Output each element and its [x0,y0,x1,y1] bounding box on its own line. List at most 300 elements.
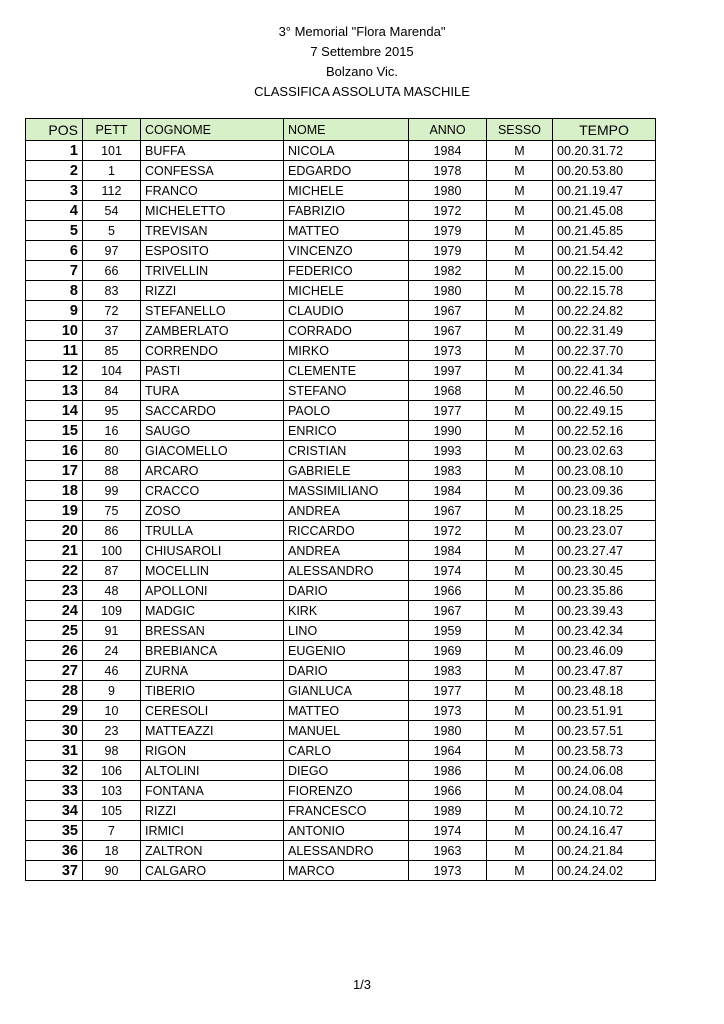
cell-pos: 1 [26,141,83,161]
cell-pett: 24 [83,641,141,661]
cell-nome: CARLO [284,741,409,761]
table-row [26,241,656,261]
cell-pett: 46 [83,661,141,681]
cell-pos: 11 [26,341,83,361]
column-header-anno: ANNO [409,119,487,141]
column-header-sesso: SESSO [487,119,553,141]
ranking-title: CLASSIFICA ASSOLUTA MASCHILE [254,84,470,99]
cell-tempo: 00.21.54.42 [553,241,656,261]
cell-cognome: TREVISAN [141,221,284,241]
cell-nome: DARIO [284,581,409,601]
cell-pett: 16 [83,421,141,441]
table-row [26,601,656,621]
cell-pett: 85 [83,341,141,361]
cell-tempo: 00.24.21.84 [553,841,656,861]
cell-tempo: 00.22.49.15 [553,401,656,421]
cell-tempo: 00.23.02.63 [553,441,656,461]
cell-pos: 33 [26,781,83,801]
cell-anno: 1990 [409,421,487,441]
cell-anno: 1972 [409,521,487,541]
cell-pett: 91 [83,621,141,641]
table-row [26,821,656,841]
cell-pos: 14 [26,401,83,421]
cell-tempo: 00.23.57.51 [553,721,656,741]
cell-tempo: 00.24.10.72 [553,801,656,821]
cell-nome: ANTONIO [284,821,409,841]
cell-sesso: M [487,521,553,541]
cell-pos: 34 [26,801,83,821]
cell-nome: PAOLO [284,401,409,421]
cell-pett: 104 [83,361,141,381]
cell-anno: 1966 [409,781,487,801]
cell-tempo: 00.22.37.70 [553,341,656,361]
cell-pett: 83 [83,281,141,301]
table-row [26,461,656,481]
cell-anno: 1993 [409,441,487,461]
table-row [26,721,656,741]
page-number: 1/3 [352,977,372,992]
cell-cognome: CHIUSAROLI [141,541,284,561]
cell-pos: 29 [26,701,83,721]
cell-sesso: M [487,821,553,841]
cell-tempo: 00.24.16.47 [553,821,656,841]
cell-sesso: M [487,781,553,801]
cell-cognome: ARCARO [141,461,284,481]
cell-pett: 66 [83,261,141,281]
table-row [26,441,656,461]
cell-cognome: FONTANA [141,781,284,801]
cell-pos: 27 [26,661,83,681]
cell-anno: 1977 [409,401,487,421]
cell-cognome: SAUGO [141,421,284,441]
cell-anno: 1982 [409,261,487,281]
cell-cognome: MICHELETTO [141,201,284,221]
cell-nome: ANDREA [284,501,409,521]
cell-anno: 1979 [409,221,487,241]
cell-cognome: ZAMBERLATO [141,321,284,341]
cell-sesso: M [487,841,553,861]
cell-pett: 10 [83,701,141,721]
cell-pos: 21 [26,541,83,561]
cell-sesso: M [487,501,553,521]
cell-anno: 1977 [409,681,487,701]
cell-nome: FRANCESCO [284,801,409,821]
cell-pett: 18 [83,841,141,861]
cell-nome: STEFANO [284,381,409,401]
cell-cognome: MADGIC [141,601,284,621]
cell-cognome: GIACOMELLO [141,441,284,461]
cell-anno: 1969 [409,641,487,661]
cell-nome: MATTEO [284,221,409,241]
cell-pos: 25 [26,621,83,641]
cell-nome: MICHELE [284,281,409,301]
cell-pett: 54 [83,201,141,221]
cell-anno: 1967 [409,501,487,521]
cell-sesso: M [487,361,553,381]
cell-pett: 109 [83,601,141,621]
cell-anno: 1980 [409,721,487,741]
cell-pett: 95 [83,401,141,421]
cell-nome: MATTEO [284,701,409,721]
table-row [26,361,656,381]
cell-anno: 1972 [409,201,487,221]
cell-pett: 100 [83,541,141,561]
cell-nome: FABRIZIO [284,201,409,221]
cell-tempo: 00.24.06.08 [553,761,656,781]
cell-sesso: M [487,801,553,821]
table-row [26,321,656,341]
cell-sesso: M [487,681,553,701]
table-row [26,781,656,801]
cell-nome: ALESSANDRO [284,561,409,581]
table-row [26,761,656,781]
cell-cognome: CALGARO [141,861,284,881]
cell-pos: 37 [26,861,83,881]
cell-cognome: TRULLA [141,521,284,541]
cell-anno: 1983 [409,661,487,681]
column-header-tempo: TEMPO [553,119,656,141]
cell-sesso: M [487,221,553,241]
cell-pos: 23 [26,581,83,601]
cell-cognome: CORRENDO [141,341,284,361]
cell-cognome: MATTEAZZI [141,721,284,741]
cell-nome: CRISTIAN [284,441,409,461]
cell-tempo: 00.23.08.10 [553,461,656,481]
cell-sesso: M [487,481,553,501]
cell-cognome: BREBIANCA [141,641,284,661]
cell-pett: 48 [83,581,141,601]
cell-sesso: M [487,241,553,261]
cell-sesso: M [487,401,553,421]
cell-nome: ALESSANDRO [284,841,409,861]
cell-sesso: M [487,261,553,281]
table-row [26,861,656,881]
cell-nome: KIRK [284,601,409,621]
table-row [26,841,656,861]
table-row [26,521,656,541]
cell-cognome: FRANCO [141,181,284,201]
cell-cognome: TRIVELLIN [141,261,284,281]
cell-pos: 12 [26,361,83,381]
cell-sesso: M [487,141,553,161]
cell-tempo: 00.20.53.80 [553,161,656,181]
cell-nome: MARCO [284,861,409,881]
table-row [26,261,656,281]
table-row [26,561,656,581]
cell-tempo: 00.20.31.72 [553,141,656,161]
cell-tempo: 00.23.35.86 [553,581,656,601]
cell-anno: 1963 [409,841,487,861]
cell-cognome: SACCARDO [141,401,284,421]
cell-nome: MANUEL [284,721,409,741]
cell-tempo: 00.24.08.04 [553,781,656,801]
cell-nome: RICCARDO [284,521,409,541]
cell-anno: 1979 [409,241,487,261]
cell-cognome: RIZZI [141,801,284,821]
cell-anno: 1973 [409,341,487,361]
cell-pos: 18 [26,481,83,501]
table-row [26,741,656,761]
cell-anno: 1986 [409,761,487,781]
table-row [26,681,656,701]
table-row [26,221,656,241]
cell-anno: 1983 [409,461,487,481]
cell-pos: 35 [26,821,83,841]
cell-pett: 23 [83,721,141,741]
table-row [26,421,656,441]
cell-sesso: M [487,621,553,641]
table-row [26,341,656,361]
cell-anno: 1974 [409,561,487,581]
table-row [26,161,656,181]
cell-cognome: RIZZI [141,281,284,301]
cell-cognome: TIBERIO [141,681,284,701]
cell-pos: 19 [26,501,83,521]
cell-pos: 31 [26,741,83,761]
cell-tempo: 00.21.19.47 [553,181,656,201]
cell-tempo: 00.24.24.02 [553,861,656,881]
cell-anno: 1966 [409,581,487,601]
cell-pett: 9 [83,681,141,701]
cell-pos: 17 [26,461,83,481]
cell-nome: VINCENZO [284,241,409,261]
cell-tempo: 00.22.24.82 [553,301,656,321]
cell-tempo: 00.23.42.34 [553,621,656,641]
event-location: Bolzano Vic. [325,64,399,79]
table-row [26,661,656,681]
table-row [26,621,656,641]
cell-pett: 101 [83,141,141,161]
cell-nome: DARIO [284,661,409,681]
cell-pett: 99 [83,481,141,501]
cell-cognome: RIGON [141,741,284,761]
results-body [26,141,656,881]
cell-tempo: 00.22.41.34 [553,361,656,381]
cell-tempo: 00.21.45.08 [553,201,656,221]
cell-anno: 1967 [409,601,487,621]
cell-tempo: 00.22.15.00 [553,261,656,281]
cell-nome: GABRIELE [284,461,409,481]
cell-cognome: ZURNA [141,661,284,681]
cell-pos: 8 [26,281,83,301]
table-row [26,481,656,501]
cell-nome: ENRICO [284,421,409,441]
table-row [26,541,656,561]
cell-pett: 98 [83,741,141,761]
cell-nome: CLAUDIO [284,301,409,321]
cell-pett: 75 [83,501,141,521]
cell-cognome: CONFESSA [141,161,284,181]
cell-tempo: 00.23.47.87 [553,661,656,681]
cell-nome: NICOLA [284,141,409,161]
cell-pett: 72 [83,301,141,321]
cell-nome: DIEGO [284,761,409,781]
cell-pos: 6 [26,241,83,261]
cell-sesso: M [487,301,553,321]
cell-cognome: ALTOLINI [141,761,284,781]
cell-pos: 13 [26,381,83,401]
cell-pett: 97 [83,241,141,261]
cell-sesso: M [487,541,553,561]
cell-pos: 22 [26,561,83,581]
cell-sesso: M [487,441,553,461]
column-header-cognome: COGNOME [141,119,284,141]
cell-tempo: 00.23.18.25 [553,501,656,521]
column-header-pos: POS [26,119,83,141]
table-row [26,181,656,201]
cell-sesso: M [487,581,553,601]
cell-cognome: CERESOLI [141,701,284,721]
cell-sesso: M [487,201,553,221]
cell-cognome: ZOSO [141,501,284,521]
cell-sesso: M [487,661,553,681]
cell-anno: 1980 [409,181,487,201]
cell-sesso: M [487,761,553,781]
cell-pos: 7 [26,261,83,281]
cell-cognome: APOLLONI [141,581,284,601]
cell-sesso: M [487,341,553,361]
cell-sesso: M [487,741,553,761]
cell-cognome: CRACCO [141,481,284,501]
cell-nome: FIORENZO [284,781,409,801]
table-row [26,501,656,521]
cell-cognome: ZALTRON [141,841,284,861]
table-row [26,141,656,161]
cell-pett: 106 [83,761,141,781]
cell-tempo: 00.23.09.36 [553,481,656,501]
table-row [26,381,656,401]
cell-pos: 10 [26,321,83,341]
cell-anno: 1968 [409,381,487,401]
cell-tempo: 00.23.48.18 [553,681,656,701]
cell-tempo: 00.23.23.07 [553,521,656,541]
cell-anno: 1973 [409,861,487,881]
cell-nome: EDGARDO [284,161,409,181]
cell-anno: 1967 [409,301,487,321]
cell-pett: 103 [83,781,141,801]
document-header [0,22,724,102]
cell-anno: 1984 [409,541,487,561]
cell-tempo: 00.23.30.45 [553,561,656,581]
cell-sesso: M [487,701,553,721]
cell-cognome: STEFANELLO [141,301,284,321]
cell-sesso: M [487,281,553,301]
cell-sesso: M [487,641,553,661]
cell-anno: 1980 [409,281,487,301]
cell-sesso: M [487,161,553,181]
cell-anno: 1984 [409,481,487,501]
cell-pos: 32 [26,761,83,781]
cell-tempo: 00.22.15.78 [553,281,656,301]
cell-sesso: M [487,181,553,201]
cell-nome: LINO [284,621,409,641]
cell-nome: CLEMENTE [284,361,409,381]
table-row [26,701,656,721]
cell-anno: 1984 [409,141,487,161]
table-row [26,801,656,821]
cell-anno: 1967 [409,321,487,341]
cell-pos: 2 [26,161,83,181]
cell-cognome: PASTI [141,361,284,381]
cell-anno: 1973 [409,701,487,721]
cell-anno: 1989 [409,801,487,821]
cell-sesso: M [487,861,553,881]
cell-tempo: 00.23.58.73 [553,741,656,761]
cell-pos: 5 [26,221,83,241]
cell-tempo: 00.23.51.91 [553,701,656,721]
event-date: 7 Settembre 2015 [310,44,414,59]
cell-cognome: BRESSAN [141,621,284,641]
results-table [25,118,656,881]
cell-nome: GIANLUCA [284,681,409,701]
cell-cognome: TURA [141,381,284,401]
cell-cognome: IRMICI [141,821,284,841]
cell-nome: CORRADO [284,321,409,341]
cell-pos: 26 [26,641,83,661]
cell-anno: 1959 [409,621,487,641]
cell-tempo: 00.22.46.50 [553,381,656,401]
cell-pett: 87 [83,561,141,581]
cell-tempo: 00.23.27.47 [553,541,656,561]
cell-cognome: BUFFA [141,141,284,161]
cell-tempo: 00.22.31.49 [553,321,656,341]
cell-tempo: 00.23.39.43 [553,601,656,621]
cell-pos: 28 [26,681,83,701]
cell-sesso: M [487,461,553,481]
cell-nome: MASSIMILIANO [284,481,409,501]
cell-anno: 1974 [409,821,487,841]
cell-anno: 1997 [409,361,487,381]
cell-pett: 5 [83,221,141,241]
cell-pett: 84 [83,381,141,401]
cell-sesso: M [487,321,553,341]
cell-pett: 86 [83,521,141,541]
cell-anno: 1978 [409,161,487,181]
cell-pos: 4 [26,201,83,221]
cell-pett: 105 [83,801,141,821]
cell-pett: 1 [83,161,141,181]
cell-sesso: M [487,601,553,621]
cell-pett: 80 [83,441,141,461]
cell-tempo: 00.23.46.09 [553,641,656,661]
event-title: 3° Memorial "Flora Marenda" [278,24,446,39]
cell-tempo: 00.21.45.85 [553,221,656,241]
cell-cognome: MOCELLIN [141,561,284,581]
table-header-row [26,119,656,141]
cell-cognome: ESPOSITO [141,241,284,261]
cell-nome: MICHELE [284,181,409,201]
cell-anno: 1964 [409,741,487,761]
cell-pos: 36 [26,841,83,861]
cell-tempo: 00.22.52.16 [553,421,656,441]
table-row [26,401,656,421]
table-row [26,201,656,221]
cell-pos: 9 [26,301,83,321]
table-row [26,581,656,601]
cell-pos: 15 [26,421,83,441]
cell-pett: 7 [83,821,141,841]
cell-sesso: M [487,381,553,401]
cell-pett: 88 [83,461,141,481]
cell-pos: 30 [26,721,83,741]
cell-sesso: M [487,561,553,581]
table-row [26,281,656,301]
cell-sesso: M [487,421,553,441]
cell-pos: 16 [26,441,83,461]
cell-pos: 3 [26,181,83,201]
cell-nome: FEDERICO [284,261,409,281]
column-header-pett: PETT [83,119,141,141]
